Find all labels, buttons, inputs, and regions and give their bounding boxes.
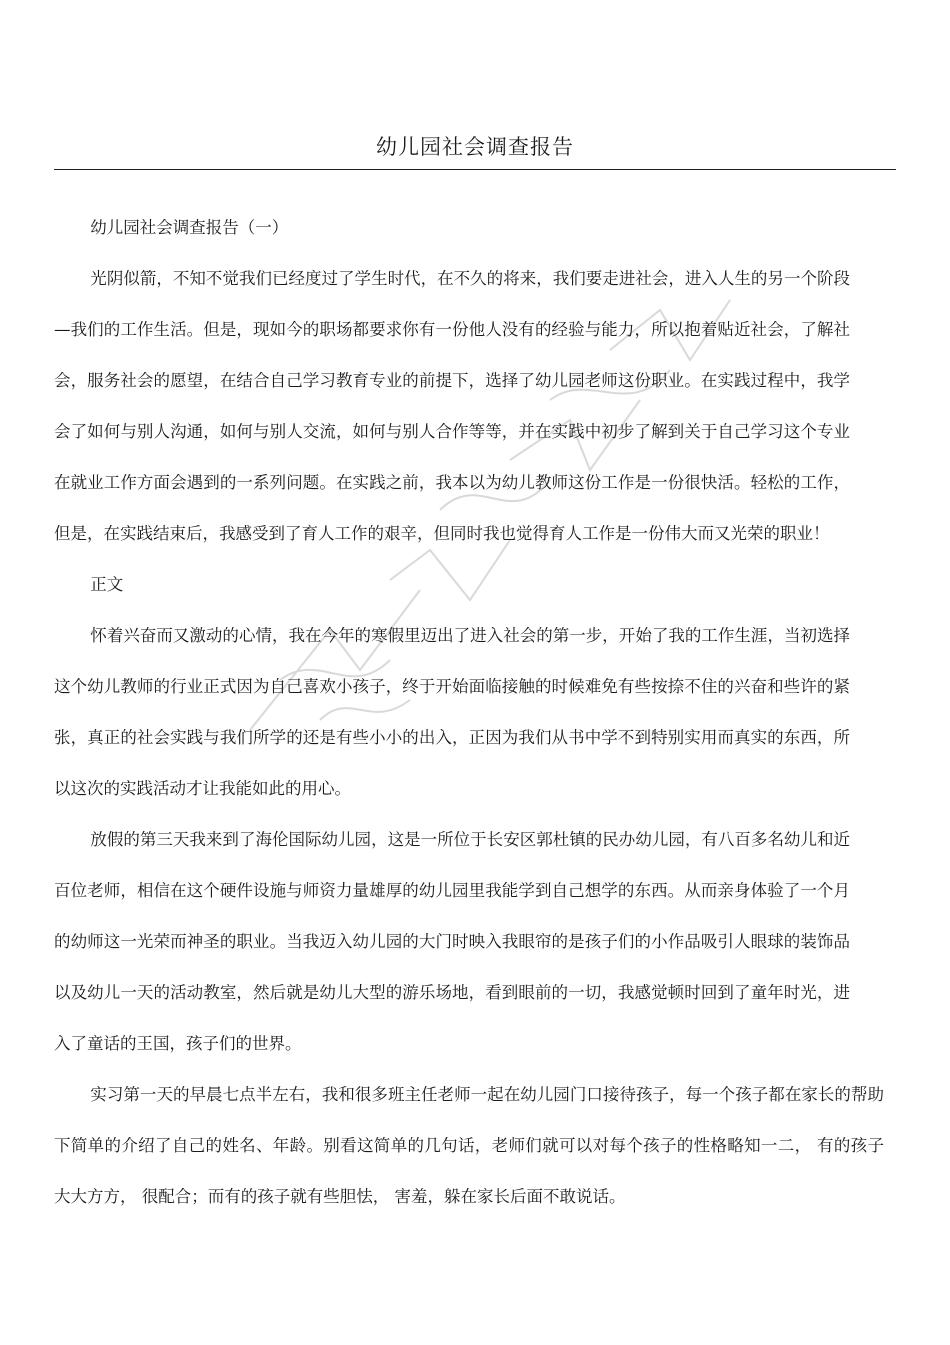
page-title: 幼儿园社会调查报告 — [376, 135, 574, 159]
section-label: 正文 — [90, 575, 124, 594]
section-heading: 幼儿园社会调查报告（一） — [90, 218, 289, 237]
document-body — [54, 202, 884, 1222]
title-divider — [54, 169, 896, 170]
paragraph: 怀着兴奋而又激动的心情，我在今年的寒假里迈出了进入社会的第一步，开始了我的工作生涯，当初选择这个幼儿教师的行业正式因为自己喜欢小孩子，终于开始面临接触的时候难免有些按捺不住的兴奋和些许的紧张，真正的社会实践与我们所学的还是有些小小的出入，正因为我们从书中学不到特别实用而真实的东西，所以这次的实践活动才让我能如此的用心。 — [54, 626, 850, 798]
paragraph: 实习第一天的早晨七点半左右，我和很多班主任老师一起在幼儿园门口接待孩子，每一个孩子都在家长的帮助下简单的介绍了自己的姓名、年龄。别看这简单的几句话，老师们就可以对每个孩子的性格略知一二， 有的孩子大大方方， 很配合；而有的孩子就有些胆怯， 害羞，躲在家长后面不敢说话。 — [54, 1085, 884, 1206]
paragraph: 放假的第三天我来到了海伦国际幼儿园，这是一所位于长安区郭杜镇的民办幼儿园，有八百多名幼儿和近百位老师，相信在这个硬件设施与师资力量雄厚的幼儿园里我能学到自己想学的东西。从而亲身体验了一个月的幼师这一光荣而神圣的职业。当我迈入幼儿园的大门时映入我眼帘的是孩子们的小作品吸引人眼球的装饰品以及幼儿一天的活动教室，然后就是幼儿大型的游乐场地，看到眼前的一切，我感觉顿时回到了童年时光，进入了童话的王国，孩子们的世界。 — [54, 830, 850, 1053]
paragraph: 光阴似箭，不知不觉我们已经度过了学生时代，在不久的将来，我们要走进社会，进入人生的另一个阶段—我们的工作生活。但是，现如今的职场都要求你有一份他人没有的经验与能力，所以抱着贴近社会，了解社会，服务社会的愿望，在结合自己学习教育专业的前提下，选择了幼儿园老师这份职业。在实践过程中，我学会了如何与别人沟通，如何与别人交流，如何与别人合作等等，并在实践中初步了解到关于自己学习这个专业在就业工作方面会遇到的一系列问题。在实践之前，我本以为幼儿教师这份工作是一份很快活。轻松的工作，但是，在实践结束后，我感受到了育人工作的艰辛，但同时我也觉得育人工作是一份伟大而又光荣的职业！ — [54, 269, 850, 543]
